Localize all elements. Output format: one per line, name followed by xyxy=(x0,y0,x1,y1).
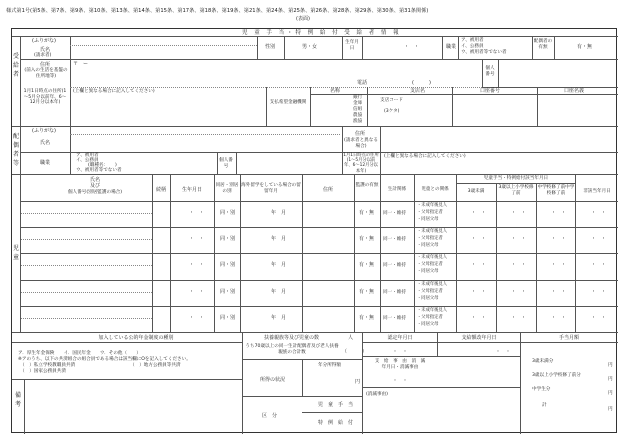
form-reference: 様式第1号(第5条、第7条、第9条、第10条、第13条、第14条、第15条、第17条、第18条、第19条、第21条、第24条、第25条、第26条、第28条、第29条、第30条、第31条関係) xyxy=(6,8,429,14)
branch-code-digits: (3ケタ) xyxy=(384,109,400,114)
child-rel-1[interactable]: ・未成年後見人 xyxy=(417,203,448,208)
child-name-field[interactable] xyxy=(23,202,151,213)
child-custody[interactable]: 有・無 xyxy=(359,288,375,295)
child-pay-under3[interactable]: ・ ・ xyxy=(471,210,487,216)
child-livelihood[interactable]: 同一・維持 xyxy=(383,289,406,295)
child-pay-junior[interactable]: ・ ・ xyxy=(551,314,567,321)
spouse-presence-label: 配偶者の有無 xyxy=(533,39,553,50)
child-rel-2[interactable]: ・父母指定者 xyxy=(417,288,443,294)
address-label: 住所 xyxy=(40,62,51,68)
child-rel-1[interactable]: ・未成年後見人 xyxy=(417,281,448,287)
kubun-option-1[interactable]: 児 童 手 当 xyxy=(318,402,354,408)
spouse-furigana-label: (ふりがな) xyxy=(32,128,56,134)
dependents-paren[interactable]: （ ） xyxy=(342,349,368,355)
child-name-field[interactable] xyxy=(23,254,151,265)
spouse-address-label: 住所 xyxy=(355,131,366,137)
child-pay-elementary[interactable]: ・ ・ xyxy=(511,210,527,216)
child-birth[interactable]: ・ ・ xyxy=(189,236,205,243)
allowance-yen-3: 円 xyxy=(608,391,613,396)
child-abroad-month[interactable]: 年 月 xyxy=(271,210,287,216)
kubun-label: 区 分 xyxy=(262,413,278,419)
pension-line-2: ※アのうち、以下の共済組合の組合員である場合は該当欄にOを記入してください。 xyxy=(18,357,191,362)
ineligible-col: 非該当年月日 xyxy=(583,189,611,194)
recognition-head: 認定年月日 xyxy=(387,335,413,341)
address-sub-label: (前入の生活を基盤の住所地等) xyxy=(24,68,68,79)
payment-head-col: 児童手当・特例給付該当年月日 xyxy=(483,176,549,181)
child-custody-col: 監護の有無 xyxy=(355,183,379,188)
child-row xyxy=(21,253,618,279)
junior-col: 中学校修了前中学校修了前 xyxy=(537,185,575,196)
gender-value[interactable]: 男・女 xyxy=(302,44,318,50)
child-rel-3[interactable]: ・同居父母 xyxy=(417,269,439,275)
dependents-head: 扶養親族等及び児童の数 xyxy=(263,335,319,341)
title-divider xyxy=(12,36,618,37)
account-number-col: 口座番号 xyxy=(480,88,501,94)
reason-label: (消滅事由) xyxy=(366,392,388,397)
child-name-col: 氏名 xyxy=(89,177,100,183)
pay-end-label: 年月日・消滅事由 xyxy=(381,365,419,370)
job-option-1[interactable]: ア、被用者 xyxy=(461,38,484,43)
child-row xyxy=(21,227,618,253)
pension-opt-2[interactable]: （ ）地方公務員等共済 xyxy=(130,363,181,368)
child-pay-under3[interactable]: ・ ・ xyxy=(471,288,487,295)
income-yen: 円 xyxy=(355,379,361,385)
annual-income-label: 年分所得額 xyxy=(318,363,341,368)
kubun-option-2[interactable]: 特 例 給 付 xyxy=(318,420,354,426)
child-ineligible-date[interactable]: ・ ・ xyxy=(591,236,607,243)
form-title: 児 童 手 当 ・ 特 例 給 付 受 給 者 情 報 xyxy=(242,30,400,36)
spouse-section-label: 配偶者等 xyxy=(12,133,19,167)
recipient-jan1-address-field[interactable] xyxy=(72,95,264,123)
child-relationship-col: 児童との関係 xyxy=(421,187,449,192)
allowance-yen-4: 円 xyxy=(608,407,613,412)
child-pay-junior[interactable]: ・ ・ xyxy=(551,210,567,216)
form-side-label: (表面) xyxy=(296,16,310,22)
child-birth[interactable]: ・ ・ xyxy=(189,288,205,295)
child-abroad-month[interactable]: 年 月 xyxy=(271,236,287,243)
spouse-job-option-2[interactable]: イ、公務員 xyxy=(76,158,99,163)
child-ineligible-date[interactable]: ・ ・ xyxy=(591,288,607,295)
child-pay-junior[interactable]: ・ ・ xyxy=(551,288,567,295)
allowance-yen-2: 円 xyxy=(608,377,613,382)
branch-col: 支店名 xyxy=(410,88,426,94)
child-ineligible-date[interactable]: ・ ・ xyxy=(591,262,607,269)
child-custody[interactable]: 有・無 xyxy=(359,236,375,243)
pay-end-date[interactable]: ・ ・ xyxy=(392,378,408,384)
child-pay-elementary[interactable]: ・ ・ xyxy=(511,288,527,295)
allowance-item-3: 中学生分 xyxy=(532,387,551,392)
bank-type-2[interactable]: 金庫 xyxy=(353,101,363,106)
spouse-individual-number-label: 個人番号 xyxy=(219,158,233,169)
form-frame xyxy=(11,28,617,433)
child-cohabit[interactable]: 同・別 xyxy=(220,262,236,269)
child-cohabit[interactable]: 同・別 xyxy=(220,210,236,216)
name-label: 氏名 xyxy=(40,47,51,53)
recipient-address-field[interactable] xyxy=(72,67,482,81)
child-birth[interactable]: ・ ・ xyxy=(189,314,205,321)
child-pay-under3[interactable]: ・ ・ xyxy=(471,236,487,243)
child-pay-under3[interactable]: ・ ・ xyxy=(471,262,487,269)
dependents-note: うち70歳以上の同一生計配偶者及び老人扶養親族の合計数 xyxy=(245,344,339,355)
remarks-field[interactable] xyxy=(26,381,240,432)
child-rel-3[interactable]: ・同居父母 xyxy=(417,217,439,222)
child-rel-2[interactable]: ・父母指定者 xyxy=(417,236,443,242)
child-birth-col: 生年月日 xyxy=(181,187,202,193)
child-name-field[interactable] xyxy=(23,228,151,239)
child-cohabit-col: 同居・別居の別 xyxy=(215,183,239,194)
child-ineligible-date[interactable]: ・ ・ xyxy=(591,210,607,216)
child-rel-3[interactable]: ・同居父母 xyxy=(417,321,439,327)
recipient-name-field[interactable] xyxy=(72,39,257,57)
child-pay-under3[interactable]: ・ ・ xyxy=(471,314,487,321)
pension-head: 加入している公的年金制度の種別 xyxy=(98,335,174,341)
child-row xyxy=(21,306,618,332)
child-cohabit[interactable]: 同・別 xyxy=(220,236,236,243)
spouse-name-field[interactable] xyxy=(72,135,338,151)
children-section-label: 児童 xyxy=(12,245,19,261)
spouse-job-label: 職業 xyxy=(40,160,51,166)
job-label: 職業 xyxy=(446,44,457,50)
spouse-individual-number-field[interactable] xyxy=(237,153,340,173)
child-pay-elementary[interactable]: ・ ・ xyxy=(511,236,527,243)
child-custody[interactable]: 有・無 xyxy=(359,262,375,269)
child-number-field[interactable] xyxy=(23,294,151,305)
child-ineligible-date[interactable]: ・ ・ xyxy=(591,314,607,321)
account-holder-field[interactable] xyxy=(538,95,617,125)
phone-paren[interactable]: ( ) xyxy=(412,80,431,86)
pension-opt-3[interactable]: （ ）国家公務員共済 xyxy=(20,369,66,374)
child-rel-1[interactable]: ・未成年後見人 xyxy=(417,229,448,235)
allowance-yen-1: 円 xyxy=(608,363,613,368)
birth-value[interactable]: ・ ・ xyxy=(404,44,420,50)
child-address-col: 住所 xyxy=(322,187,333,193)
pay-start-label: 支 給 事 由 消 滅 xyxy=(374,359,426,364)
child-number-field[interactable] xyxy=(23,267,151,278)
pay-change-date[interactable]: ・ ・ xyxy=(495,349,511,355)
spouse-job-option-3[interactable]: (職種名： ) xyxy=(88,163,117,168)
reason-field[interactable] xyxy=(364,399,518,432)
under3-col: 3歳未満 xyxy=(467,189,485,194)
pay-change-head: 支給額改年月日 xyxy=(461,335,497,341)
job-option-2[interactable]: イ、公務員 xyxy=(461,44,484,49)
child-cohabit[interactable]: 同・別 xyxy=(220,314,236,321)
bank-type-1[interactable]: 銀行 xyxy=(353,95,363,100)
child-number-field[interactable] xyxy=(23,215,151,226)
child-relation-col: 続柄 xyxy=(155,187,166,193)
child-abroad-month[interactable]: 年 月 xyxy=(271,262,287,269)
child-name-field[interactable] xyxy=(23,281,151,292)
remarks-label: 備考 xyxy=(14,392,21,408)
branch-code-label: 支店コード xyxy=(380,98,403,103)
child-abroad-month[interactable]: 年 月 xyxy=(271,288,287,295)
child-abroad-col: 海外留学をしている場合の留留年月 xyxy=(241,183,301,194)
child-rel-2[interactable]: ・父母指定者 xyxy=(417,210,443,215)
spouse-address-sub: (請求者と異なる場合) xyxy=(344,138,378,149)
bank-type-3[interactable]: 信組 xyxy=(353,107,363,112)
income-amount-field[interactable] xyxy=(304,372,352,392)
child-pay-junior[interactable]: ・ ・ xyxy=(551,262,567,269)
phone-label: 電話 xyxy=(357,80,368,86)
account-holder-col: 口座名義 xyxy=(564,88,585,94)
bank-label: 支払希望金融機関 xyxy=(269,100,307,105)
bank-type-5[interactable]: 漁協 xyxy=(353,119,363,124)
child-rel-1[interactable]: ・未成年後見人 xyxy=(417,255,448,261)
name-sub-label: (請求者) xyxy=(34,53,52,58)
pension-opt-1[interactable]: （ ）私立学校教職員共済 xyxy=(20,363,76,368)
child-row xyxy=(21,280,618,306)
child-rel-3[interactable]: ・同居父母 xyxy=(417,243,439,249)
bank-name-col: 名称 xyxy=(330,88,341,94)
child-pay-elementary[interactable]: ・ ・ xyxy=(511,314,527,321)
child-livelihood[interactable]: 同一・維持 xyxy=(383,237,406,243)
child-number-field[interactable] xyxy=(23,320,151,331)
jan1-note: (上欄と異なる場合に記入してください) xyxy=(73,89,155,94)
spouse-name-label: 氏名 xyxy=(40,140,51,146)
pension-line-1[interactable]: ア．厚生年金保険 イ．国民年金 ウ．その他（ ） xyxy=(18,351,141,356)
recipient-section-label: 受給者 xyxy=(12,53,19,78)
child-livelihood[interactable]: 同一・維持 xyxy=(383,263,406,269)
child-rel-2[interactable]: ・父母指定者 xyxy=(417,262,443,268)
child-cohabit[interactable]: 同・別 xyxy=(220,288,236,295)
dependents-count-unit: 人 xyxy=(348,335,354,341)
recognition-date[interactable]: ・ ・ xyxy=(392,349,408,355)
allowance-item-1: 3歳未満分 xyxy=(532,359,554,364)
allowance-item-2: 3歳以上小学校修了前分 xyxy=(532,373,581,378)
recipient-side-divider xyxy=(20,36,21,126)
child-name-col-2: 及び xyxy=(89,183,100,189)
child-number-field[interactable] xyxy=(23,241,151,252)
child-pay-elementary[interactable]: ・ ・ xyxy=(511,262,527,269)
spouse-job-option-4[interactable]: ウ、被用者等でない者 xyxy=(76,168,122,173)
child-custody[interactable]: 有・無 xyxy=(359,210,375,216)
spouse-jan1-label: 1月1日時点の住所(1～5月分以前年、6～12月分以本年) xyxy=(343,153,379,174)
allowance-head: 手当月額 xyxy=(558,335,579,341)
branch-code-field[interactable] xyxy=(422,96,450,106)
bank-type-4[interactable]: 農協 xyxy=(353,113,363,118)
spouse-address-field[interactable] xyxy=(382,127,616,151)
gender-label: 性別 xyxy=(265,44,276,50)
job-option-3[interactable]: ウ、被用者等でない者 xyxy=(461,50,507,55)
child-livelihood[interactable]: 同一・維持 xyxy=(383,211,406,216)
child-name-col-3: 個人番号(別居監護の場合) xyxy=(67,190,123,195)
recipient-individual-number-field[interactable] xyxy=(499,60,617,86)
spouse-jan1-note: (上欄と異なる場合に記入してください) xyxy=(384,154,466,159)
child-abroad-month[interactable]: 年 月 xyxy=(271,314,287,321)
child-pay-junior[interactable]: ・ ・ xyxy=(551,236,567,243)
child-custody[interactable]: 有・無 xyxy=(359,314,375,321)
birth-label: 生年月日 xyxy=(345,40,359,51)
child-name-field[interactable] xyxy=(23,307,151,318)
child-rel-1[interactable]: ・未成年後見人 xyxy=(417,307,448,313)
child-rel-3[interactable]: ・同居父母 xyxy=(417,295,439,301)
allowance-item-4: 計 xyxy=(542,403,547,408)
spouse-presence-value[interactable]: 有・無 xyxy=(577,44,593,50)
child-birth[interactable]: ・ ・ xyxy=(189,262,205,269)
child-livelihood[interactable]: 同一・維持 xyxy=(383,315,406,321)
spouse-job-option-1[interactable]: ア、被用者 xyxy=(76,153,99,158)
individual-number-label: 個人番号 xyxy=(485,66,495,77)
child-livelihood-col: 生計関係 xyxy=(387,187,407,192)
child-row xyxy=(21,201,618,227)
jan1-address-label: 1月1日時点の住所(1～5月分以前年、6～12月分以本年) xyxy=(23,89,67,106)
child-birth[interactable]: ・ ・ xyxy=(189,210,205,216)
income-label: 所得の状況 xyxy=(260,377,286,383)
postal-mark: 〒 ー xyxy=(73,61,89,67)
spouse-jan1-address-field[interactable] xyxy=(382,160,616,173)
furigana-label: (ふりがな) xyxy=(32,38,56,44)
child-rel-2[interactable]: ・父母指定者 xyxy=(417,314,443,320)
account-number-field[interactable] xyxy=(453,95,535,125)
elementary-col: 3歳以上小学校修了前 xyxy=(498,185,534,196)
